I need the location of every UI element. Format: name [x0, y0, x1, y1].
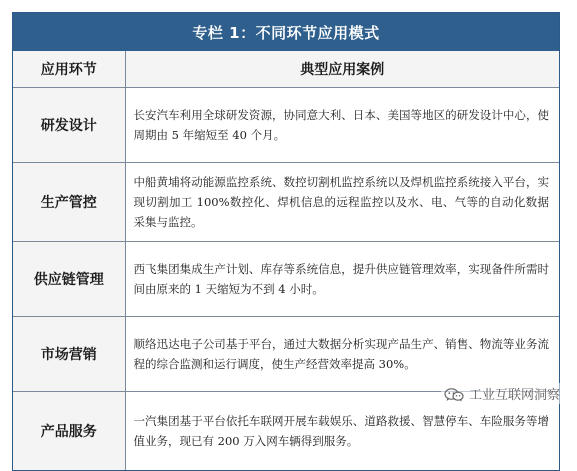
stage-label: 生产管控: [13, 163, 125, 242]
case-text: 中船黄埔将动能源监控系统、数控切割机监控系统以及焊机监控系统接入平台，实现切割加工 100%数控化、焊机信息的远程监控以及水、电、气等的自动化数据采集与监控。: [125, 163, 559, 242]
stage-label: 产品服务: [13, 392, 125, 471]
case-text: 顺络迅达电子公司基于平台，通过大数据分析实现产品生产、销售、物流等业务流程的综合监测和运行调度，使生产经营效率提高 30%。: [125, 317, 559, 392]
case-text: 西飞集团集成生产计划、库存等系统信息，提升供应链管理效率，实现备件所需时间由原来的 1 天缩短为不到 4 小时。: [125, 242, 559, 317]
case-text: 一汽集团基于平台依托车联网开展车载娱乐、道路救援、智慧停车、车险服务等增值业务，现已有 200 万入网车辆得到服务。: [125, 392, 559, 471]
table-header-row: [13, 51, 559, 88]
watermark: [441, 383, 563, 404]
case-text: 长安汽车利用全球研发资源，协同意大利、日本、美国等地区的研发设计中心，使周期由 5 年缩短至 40 个月。: [125, 88, 559, 163]
stage-label: 研发设计: [13, 88, 125, 163]
stage-label: 供应链管理: [13, 242, 125, 317]
table-row: [13, 88, 559, 163]
header-stage: 应用环节: [13, 51, 125, 88]
table-row: [13, 242, 559, 317]
table-row: [13, 317, 559, 392]
stage-label: 市场营销: [13, 317, 125, 392]
wechat-icon: [444, 387, 464, 401]
application-table: [13, 51, 559, 470]
header-case: 典型应用案例: [125, 51, 559, 88]
table-row: [13, 163, 559, 242]
watermark-text: 工业互联网洞察: [468, 388, 560, 403]
column-title: 专栏 1：不同环节应用模式: [13, 13, 559, 51]
